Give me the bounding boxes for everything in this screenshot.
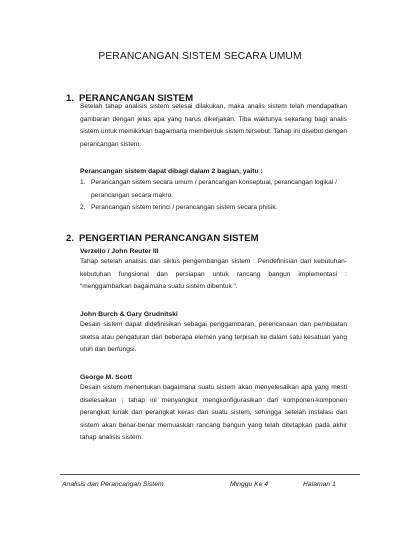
section-2-heading	[66, 233, 259, 244]
section-1-list	[80, 177, 350, 215]
list-item-text: Perancangan sistem secara umum / perancangan konseptual, perancangan logikal / perancangan secara makro.	[91, 179, 337, 199]
definition-author: John Burch & Gary Grudnitski	[80, 311, 178, 318]
section-2-title: PENGERTIAN PERANCANGAN SISTEM	[79, 233, 259, 244]
list-item-number: 1.	[80, 179, 86, 186]
definition-text: Desain sistem menentukan bagaimana suatu sistem akan menyelesaikan apa yang mesti diselesaikan ; tahap ini menyangkut mengkonfigurasikan dari komponen-komponen perangkat lunak dan perangkat keras dari suatu sistem, sehingga setelah instalasi dari sistem akan benar-benar memuaskan rancang bangun yang telah ditetapkan pada akhir tahap analisis sistem.	[80, 384, 347, 442]
section-1-list-intro: Perancangan sistem dapat dibagi dalam 2 bagian, yaitu :	[80, 168, 263, 175]
definition-author: George M. Scott	[80, 374, 133, 381]
definition-text: Tahap setelah analisis dari siklus pengembangan sistem : Pendefinisian dari kebutuhan-kebutuhan fungsional dan persiapan untuk rancang bangun implementasi : “menggambarkan bagaimana suatu sistem dibentuk “.	[80, 258, 347, 291]
definition-text: Desain sistem dapat didefinisikan sebagai penggambaran, perencanaan dan pembuatan sketsa atau pengaturan dari beberapa elemen yang terpisah ke dalam satu kesatuan yang utuh dan berfungsi.	[80, 321, 347, 354]
section-2-number: 2.	[66, 233, 75, 244]
footer-course-name: Analisis dan Perancangan Sistem	[62, 481, 164, 488]
list-item-number: 2.	[80, 204, 86, 212]
document-title: PERANCANGAN SISTEM SECARA UMUM	[98, 51, 302, 62]
footer-divider	[60, 474, 360, 475]
section-1-paragraph: Setelah tahap analisis sistem selesai dilakukan, maka analis sistem telah mendapatkan gambaran dengan jelas apa yang harus dikerjakan. Tiba waktunya sekarang bagi analis sistem untuk memikirkan bagaimana membentuk sistem tersebut. Tahap ini disebut dengan perancangan sistem.	[80, 103, 347, 148]
footer-page-number: Halaman 1	[303, 481, 336, 488]
footer-week: Minggu Ke 4	[230, 481, 269, 488]
section-1-title: PERANCANGAN SISTEM	[79, 93, 194, 104]
section-1-number: 1.	[66, 93, 75, 104]
list-item	[80, 202, 350, 215]
list-item-text: Perancangan sistem terinci / perancangan sistem secara phisik.	[91, 204, 278, 212]
list-item	[80, 177, 350, 202]
definition-author: Verzello / John Reuter III	[80, 248, 159, 255]
